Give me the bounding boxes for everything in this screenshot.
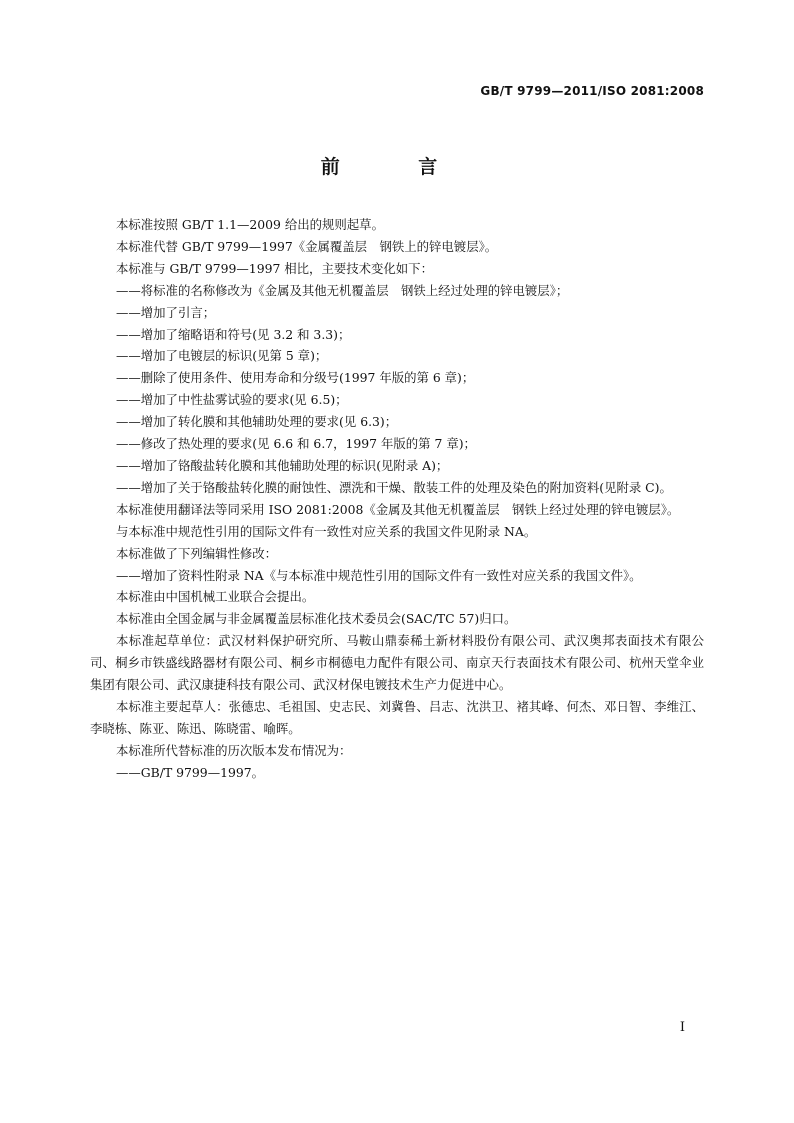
paragraph-changes-intro: 本标准与 GB/T 9799—1997 相比，主要技术变化如下： — [116, 260, 433, 276]
list-item-change: ——增加了关于铬酸盐转化膜的耐蚀性、漂洗和干燥、散装工件的处理及染色的附加资料(见附录 C)。 — [116, 479, 672, 495]
list-item-change: ——增加了缩略语和符号(见 3.2 和 3.3)； — [116, 326, 351, 342]
list-item-change: ——增加了中性盐雾试验的要求(见 6.5)； — [116, 392, 348, 408]
list-item-change: ——删除了使用条件、使用寿命和分级号(1997 年版的第 6 章)； — [116, 370, 475, 386]
list-item-change: ——增加了电镀层的标识(见第 5 章)； — [116, 348, 328, 364]
list-item-change: ——增加了引言； — [116, 304, 216, 320]
paragraph-proposer: 本标准由中国机械工业联合会提出。 — [116, 589, 315, 605]
page-number: I — [679, 1020, 685, 1035]
page-title: 前 言 — [320, 156, 474, 178]
paragraph-drafters: 本标准主要起草人：张德忠、毛祖国、史志民、刘冀鲁、吕志、沈洪卫、褚其峰、何杰、邓日智、李维江、李晓栋、陈亚、陈迅、陈晓雷、喻晖。 — [90, 698, 704, 736]
list-item-version: ——GB/T 9799—1997。 — [116, 764, 265, 780]
standard-number-header: GB/T 9799—2011/ISO 2081:2008 — [480, 84, 704, 98]
paragraph-drafting-rules: 本标准按照 GB/T 1.1—2009 给出的规则起草。 — [116, 217, 384, 232]
paragraph-version-history-intro: 本标准所代替标准的历次版本发布情况为： — [116, 742, 352, 758]
paragraph-drafting-units: 本标准起草单位：武汉材料保护研究所、马鞍山鼎泰稀土新材料股份有限公司、武汉奥邦表面技术有限公司、桐乡市铁盛线路器材有限公司、桐乡市桐德电力配件有限公司、南京天行表面技术有限公司、杭州天堂伞业集团有限公司、武汉康捷科技有限公司、武汉材保电镀技术生产力促进中心。 — [90, 633, 704, 693]
list-item-change: ——增加了铬酸盐转化膜和其他辅助处理的标识(见附录 A)； — [116, 457, 449, 473]
paragraph-replaces: 本标准代替 GB/T 9799—1997《金属覆盖层 钢铁上的锌电镀层》。 — [116, 238, 498, 254]
paragraph-committee: 本标准由全国金属与非金属覆盖层标准化技术委员会(SAC/TC 57)归口。 — [116, 611, 517, 627]
list-item-change: ——修改了热处理的要求(见 6.6 和 6.7，1997 年版的第 7 章)； — [116, 436, 476, 452]
paragraph-annex-na: 与本标准中规范性引用的国际文件有一致性对应关系的我国文件见附录 NA。 — [116, 523, 537, 539]
foreword-body — [90, 214, 704, 784]
list-item-editorial: ——增加了资料性附录 NA《与本标准中规范性引用的国际文件有一致性对应关系的我国文件》。 — [116, 567, 642, 583]
paragraph-iso-adoption: 本标准使用翻译法等同采用 ISO 2081:2008《金属及其他无机覆盖层 钢铁上经过处理的锌电镀层》。 — [116, 501, 680, 517]
paragraph-editorial-intro: 本标准做了下列编辑性修改： — [116, 545, 278, 561]
list-item-change: ——将标准的名称修改为《金属及其他无机覆盖层 钢铁上经过处理的锌电镀层》； — [116, 282, 569, 298]
list-item-change: ——增加了转化膜和其他辅助处理的要求(见 6.3)； — [116, 414, 398, 430]
